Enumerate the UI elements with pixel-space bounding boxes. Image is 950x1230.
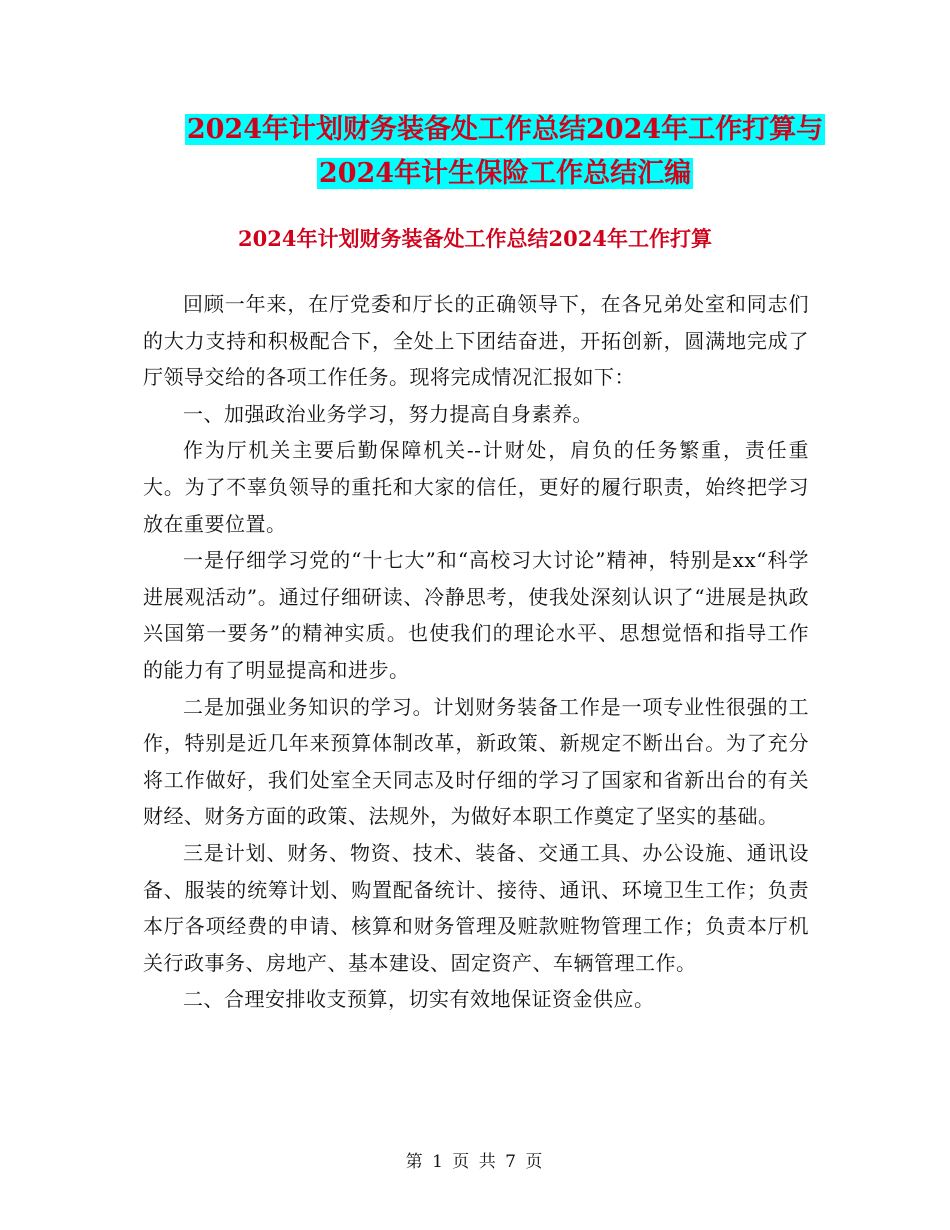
page-footer: 第 1 页 共 7 页 [405, 1152, 545, 1172]
paragraph: 回顾一年来，在厅党委和厅长的正确领导下，在各兄弟处室和同志们的大力支持和积极配合下，全处上下团结奋进，开拓创新，圆满地完成了厅领导交给的各项工作任务。现将完成情况汇报如下： [143, 292, 809, 390]
paragraph: 二是加强业务知识的学习。计划财务装备工作是一项专业性很强的工作，特别是近几年来预算体制改革，新政策、新规定不断出台。为了充分将工作做好，我们处室全天同志及时仔细的学习了国家和省新出台的有关财经、财务方面的政策、法规外，为做好本职工作奠定了坚实的基础。 [143, 694, 809, 829]
paragraph: 一、加强政治业务学习，努力提高自身素养。 [183, 401, 593, 426]
section-title: 2024年计划财务装备处工作总结2024年工作打算 [238, 226, 712, 251]
paragraph: 作为厅机关主要后勤保障机关--计财处，肩负的任务繁重，责任重大。为了不辜负领导的重托和大家的信任，更好的履行职责，始终把学习放在重要位置。 [143, 438, 809, 536]
body-text [143, 286, 809, 1018]
paragraph: 二、合理安排收支预算，切实有效地保证资金供应。 [183, 987, 655, 1012]
document-title-line-2 [120, 148, 890, 200]
paragraph: 一是仔细学习党的“十七大”和“高校习大讨论”精神，特别是xx“科学进展观活动”。通过仔细研读、冷静思考，使我处深刻认识了“进展是执政兴国第一要务”的精神实质。也使我们的理论水平、思想觉悟和指导工作的能力有了明显提高和进步。 [143, 548, 809, 682]
paragraph: 三是计划、财务、物资、技术、装备、交通工具、办公设施、通讯设备、服装的统筹计划、购置配备统计、接待、通讯、环境卫生工作；负责本厅各项经费的申请、核算和财务管理及赃款赃物管理工作；负责本厅机关行政事务、房地产、基本建设、固定资产、车辆管理工作。 [143, 840, 809, 975]
title-highlight: 2024年计生保险工作总结汇编 [318, 158, 692, 189]
title-highlight: 2024年计划财务装备处工作总结2024年工作打算与 [186, 114, 824, 145]
